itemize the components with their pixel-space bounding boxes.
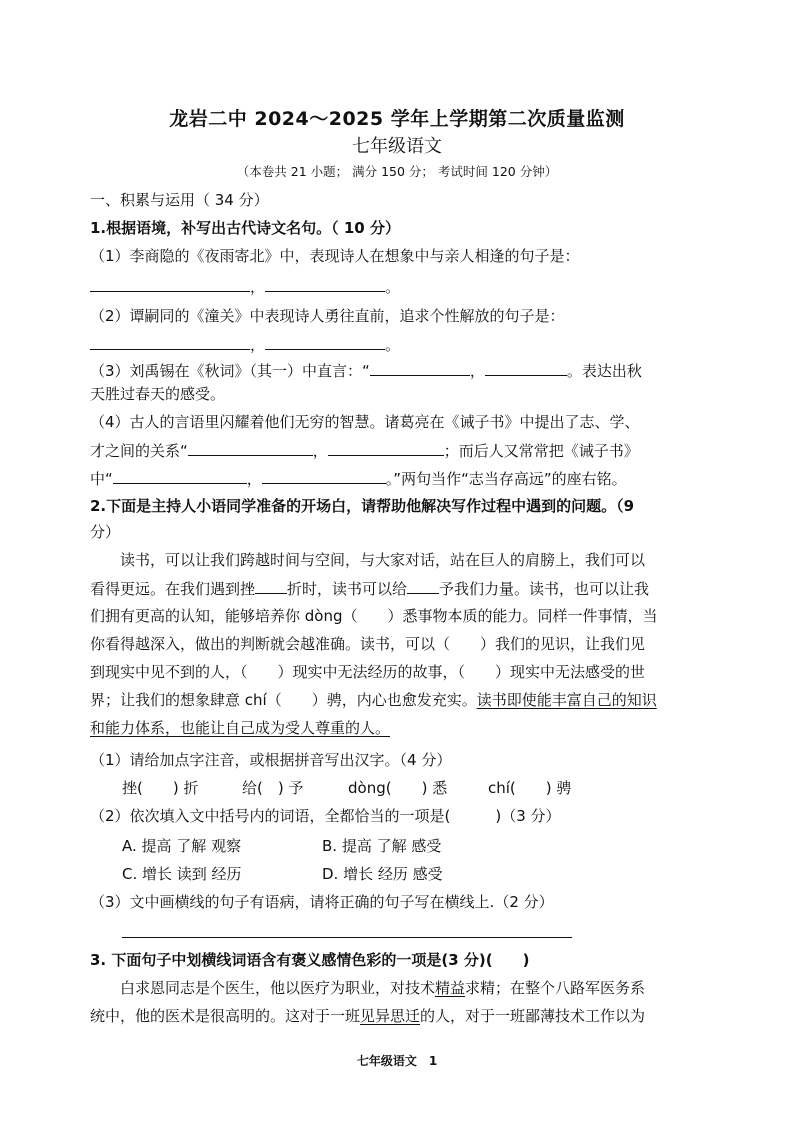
q1-part2: （2）谭嗣同的《潼关》中表现诗人勇往直前，追求个性解放的句子是： <box>90 307 565 325</box>
pinyin-item: dòng( ) 悉 <box>348 779 448 797</box>
answer-blank[interactable] <box>485 360 567 376</box>
exam-info: （本卷共 21 小题； 满分 150 分； 考试时间 120 分钟） <box>236 164 558 179</box>
option-d: D. 增长 经历 感受 <box>322 865 443 883</box>
q2-prompt-cont: 分） <box>90 523 121 541</box>
q1-part3-cont: 天胜过春天的感受。 <box>90 385 226 403</box>
passage-line <box>90 718 715 738</box>
pinyin-item: chí( ) 骋 <box>488 779 572 797</box>
answer-blank[interactable] <box>90 334 250 350</box>
answer-blank[interactable] <box>262 468 386 484</box>
answer-line[interactable] <box>122 937 572 938</box>
exam-title: 龙岩二中 2024～2025 学年上学期第二次质量监测 <box>169 108 625 130</box>
q1-part3: （3）刘禹锡在《秋词》（其一）中直言：“ ， 。表达出秋 <box>90 362 642 380</box>
q1-part4-line3: 中“ ， 。”两句当作“志当存高远”的座右铭。 <box>90 470 627 488</box>
pinyin-item: 挫( ) 折 <box>122 779 199 797</box>
pinyin-item: 给( ) 予 <box>242 779 304 797</box>
q1-prompt: 1.根据语境，补写出古代诗文名句。（ 10 分） <box>90 219 400 237</box>
q2-prompt: 2.下面是主持人小语同学准备的开场白，请帮助他解决写作过程中遇到的问题。（9 <box>90 497 635 515</box>
q1-part4: （4）古人的言语里闪耀着他们无穷的智慧。诸葛亮在《诫子书》中提出了志、学、 <box>90 413 640 431</box>
passage-line: 到现实中见不到的人，（ ）现实中无法经历的故事，（ ）现实中无法感受的世 <box>90 663 646 681</box>
option-c: C. 增长 读到 经历 <box>122 865 242 883</box>
answer-blank[interactable] <box>90 276 250 292</box>
answer-blank[interactable] <box>265 334 385 350</box>
underlined-word: 见异思迁 <box>360 1007 421 1025</box>
q1-part1: （1）李商隐的《夜雨寄北》中，表现诗人在想象中与亲人相逢的句子是： <box>90 247 580 265</box>
option-a: A. 提高 了解 观察 <box>122 837 242 855</box>
passage-line: 界；让我们的想象肆意 chí（ ）骋，内心也愈发充实。读书即使能丰富自己的知识 <box>90 691 657 709</box>
answer-blank[interactable] <box>328 440 444 456</box>
q1-part4-line2: 才之间的关系“ ， ；而后人又常常把《诫子书》 <box>90 442 639 460</box>
answer-blank[interactable] <box>255 578 287 594</box>
answer-blank[interactable] <box>407 578 439 594</box>
answer-blank[interactable] <box>370 360 470 376</box>
underlined-sentence: 和能力体系，也能让自己成为受人尊重的人。 <box>90 719 391 737</box>
passage-line: 看得更远。在我们遇到挫 折时，读书可以给 予我们力量。读书，也可以让我 <box>90 580 650 598</box>
section-heading: 一、积累与运用（ 34 分） <box>90 191 269 209</box>
q1-part2-answer: ， 。 <box>90 334 715 355</box>
underlined-sentence: 读书即使能丰富自己的知识 <box>476 691 657 709</box>
q2-sub3-prompt: （3）文中画横线的句子有语病，请将正确的句子写在横线上.（2 分） <box>90 893 554 911</box>
answer-blank[interactable] <box>265 276 385 292</box>
q2-sub2-prompt: （2）依次填入文中括号内的词语，全都恰当的一项是( )（3 分） <box>90 807 561 825</box>
q3-prompt: 3. 下面句子中划横线词语含有褒义感情色彩的一项是(3 分)( ) <box>90 951 530 969</box>
q2-sub1-prompt: （1）请给加点字注音，或根据拼音写出汉字。（4 分） <box>90 751 452 769</box>
q3-passage-line: 白求恩同志是个医生，他以医疗为职业，对技术精益求精；在整个八路军医务系 <box>120 979 646 997</box>
answer-blank[interactable] <box>188 440 313 456</box>
page-footer: 七年级语文 1 <box>356 1054 438 1068</box>
answer-blank[interactable] <box>113 468 247 484</box>
passage-line: 读书，可以让我们跨越时间与空间，与大家对话，站在巨人的肩膀上，我们可以 <box>120 551 646 569</box>
q1-part1-answer: ， 。 <box>90 276 715 297</box>
exam-subtitle: 七年级语文 <box>352 136 442 157</box>
option-b: B. 提高 了解 感受 <box>322 837 442 855</box>
underlined-word: 精益 <box>435 979 466 997</box>
q3-passage-line: 统中，他的医术是很高明的。这对于一班见异思迁的人，对于一班鄙薄技术工作以为 <box>90 1007 646 1025</box>
passage-line: 你看得越深入，做出的判断就会越准确。读书，可以（ ）我们的见识，让我们见 <box>90 635 646 653</box>
passage-line: 们拥有更高的认知，能够培养你 dòng（ ）悉事物本质的能力。同样一件事情，当 <box>90 607 658 625</box>
